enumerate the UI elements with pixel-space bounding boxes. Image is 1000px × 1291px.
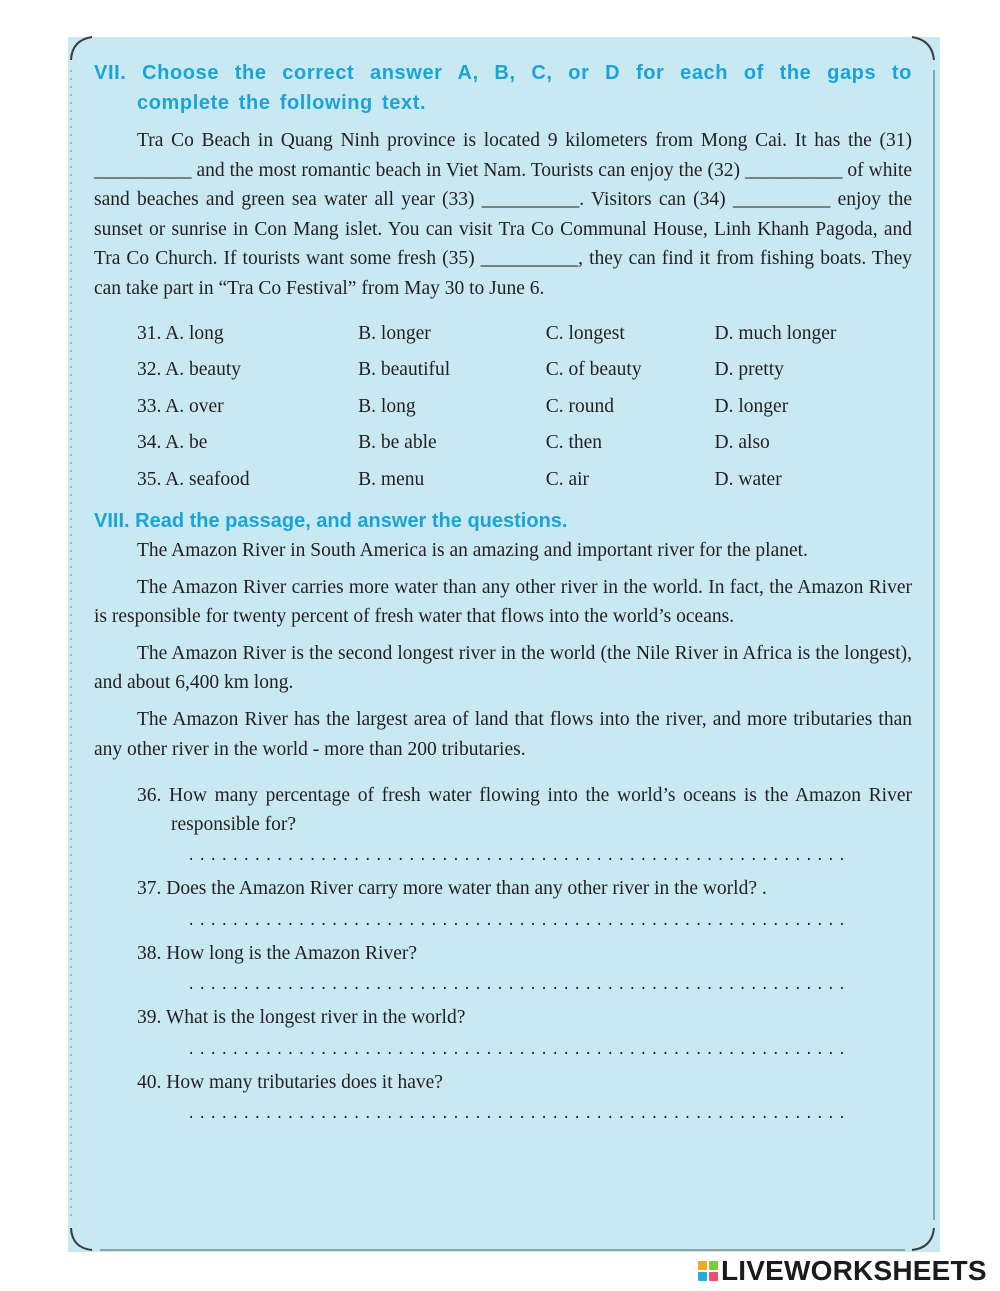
choice-option-a[interactable]: 32. A. beauty [137, 359, 241, 381]
choice-row [137, 320, 912, 357]
choice-option-a[interactable]: 31. A. long [137, 322, 224, 344]
section-7-heading: VII. Choose the correct answer A, B, C, or D for each of the gaps to complete the following text. [94, 62, 912, 114]
logo-square [709, 1272, 718, 1281]
question-item [137, 782, 912, 839]
passage-paragraph: The Amazon River has the largest area of land that flows into the river, and more tributaries than any other river in the world - more than 200 tributaries. [94, 709, 912, 760]
passage-paragraph: The Amazon River carries more water than any other river in the world. In fact, the Amazon River is responsible for twenty percent of fresh water that flows into the world’s oceans. [94, 576, 912, 628]
question-item [137, 1069, 912, 1098]
logo-icon [698, 1261, 718, 1281]
answer-line[interactable]: ............................................................ [187, 1041, 849, 1058]
choice-option-c[interactable]: C. round [545, 395, 614, 417]
choice-row [137, 356, 912, 393]
choice-option-d[interactable]: D. much longer [714, 322, 837, 344]
choice-option-b[interactable]: B. long [358, 395, 416, 417]
choice-option-d[interactable]: D. longer [714, 395, 789, 417]
choice-option-b[interactable]: B. be able [358, 432, 437, 454]
logo-square [698, 1272, 707, 1281]
question-text: 37. Does the Amazon River carry more water than any other river in the world? . [137, 878, 767, 900]
choice-option-a[interactable]: 34. A. be [137, 432, 208, 454]
question-text: 36. How many percentage of fresh water flowing into the world’s oceans is the Amazon River responsible for? [137, 785, 912, 835]
logo-square [698, 1261, 707, 1270]
choice-row [137, 429, 912, 466]
logo-square [709, 1261, 718, 1270]
choice-option-a[interactable]: 33. A. over [137, 395, 224, 417]
question-item [137, 940, 912, 969]
choice-option-d[interactable]: D. also [714, 432, 770, 454]
choice-table [137, 320, 912, 503]
choice-option-b[interactable]: B. beautiful [358, 359, 451, 381]
question-item [137, 1004, 912, 1033]
answer-line[interactable]: ............................................................ [187, 912, 849, 929]
question-text: 39. What is the longest river in the world? [137, 1007, 466, 1029]
passage-paragraph: The Amazon River is the second longest river in the world (the Nile River in Africa is the longest), and about 6,400 km long. [94, 642, 912, 694]
section-8-heading: VIII. Read the passage, and answer the questions. [94, 510, 568, 533]
answer-line[interactable]: ............................................................ [187, 1106, 849, 1123]
choice-option-b[interactable]: B. menu [358, 468, 425, 490]
question-item [137, 875, 912, 904]
choice-option-a[interactable]: 35. A. seafood [137, 468, 250, 490]
choice-option-c[interactable]: C. then [545, 432, 603, 454]
choice-option-c[interactable]: C. of beauty [545, 359, 642, 381]
question-text: 40. How many tributaries does it have? [137, 1071, 443, 1093]
answer-line[interactable]: ............................................................ [187, 848, 849, 865]
worksheet-content [94, 58, 912, 1125]
question-list [94, 782, 912, 1125]
amazon-passage [94, 536, 912, 764]
choice-option-d[interactable]: D. pretty [714, 359, 784, 381]
passage-paragraph: The Amazon River in South America is an amazing and important river for the planet. [137, 540, 808, 562]
choice-option-c[interactable]: C. longest [545, 322, 625, 344]
choice-option-b[interactable]: B. longer [358, 322, 431, 344]
choice-row [137, 466, 912, 503]
answer-line[interactable]: ............................................................ [187, 977, 849, 994]
choice-option-d[interactable]: D. water [714, 468, 782, 490]
logo-text: LIVEWORKSHEETS [721, 1255, 987, 1286]
choice-row [137, 393, 912, 430]
liveworksheets-logo [698, 1255, 987, 1287]
choice-option-c[interactable]: C. air [545, 468, 590, 490]
question-text: 38. How long is the Amazon River? [137, 942, 417, 964]
beach-passage: Tra Co Beach in Quang Ninh province is located 9 kilometers from Mong Cai. It has the (31) __________ and the most romantic beach in Viet Nam. Tourists can enjoy the (32) __________ of white sand beaches and green sea water all year (33) __________. Visitors can (34) __________ enjoy the sunset or sunrise in Con Mang islet. You can visit Tra Co Communal House, Linh Khanh Pagoda, and Tra Co Church. If tourists want some fresh (35) __________, they can find it from fishing boats. They can take part in “Tra Co Festival” from May 30 to June 6. [94, 130, 912, 299]
